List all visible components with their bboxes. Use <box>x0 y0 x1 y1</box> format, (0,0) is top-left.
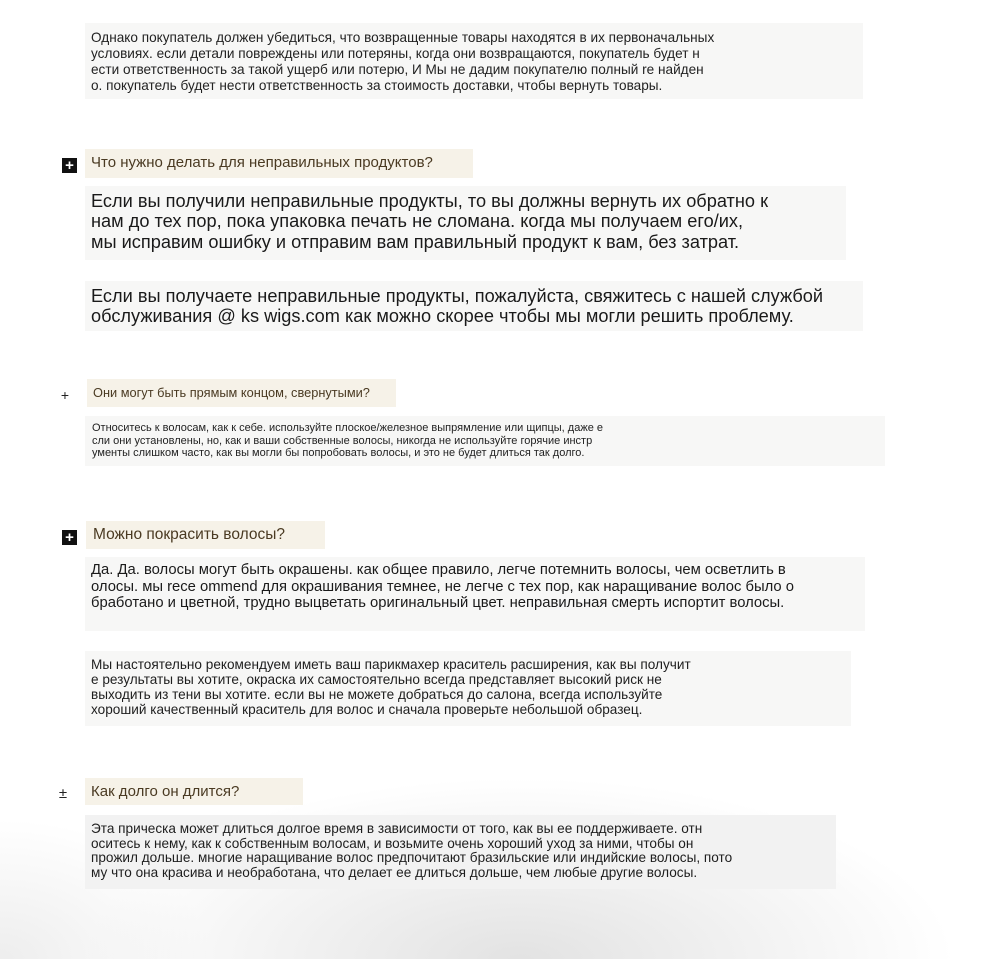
faq-question[interactable]: Можно покрасить волосы? <box>86 521 325 549</box>
intro-paragraph: Однако покупатель должен убедиться, что возвращенные товары находятся в их первоначальных условиях. если детали повреждены или потеряны, когда они возвращаются, покупатель будет н ести ответственность за такой ущерб или потерю, И Мы не дадим покупателю полный re найден о. покупатель будет нести ответственность за стоимость доставки, чтобы вернуть товары. <box>85 23 863 99</box>
faq-answer-paragraph: Эта прическа может длиться долгое время в зависимости от того, как вы ее поддерживаете. отн оситесь к нему, как к собственным волосам, и возьмите очень хороший уход за ними, чтобы он прожил дольше. многие наращивание волос предпочитают бразильские или индийские волосы, пото му что она красива и необработана, что делает ее длиться дольше, чем любые другие волосы. <box>85 815 836 889</box>
expand-toggle-icon[interactable]: + <box>62 158 77 173</box>
faq-question[interactable]: Они могут быть прямым концом, свернутыми? <box>87 379 396 407</box>
expand-toggle-icon[interactable]: + <box>62 530 77 545</box>
expand-toggle-icon[interactable]: ± <box>58 784 68 802</box>
faq-answer-paragraph: Если вы получили неправильные продукты, то вы должны вернуть их обратно к нам до тех пор, пока упаковка печать не сломана. когда мы получаем его/их, мы исправим ошибку и отправим вам правильный продукт к вам, без затрат. <box>85 186 846 260</box>
faq-answer-paragraph: Если вы получаете неправильные продукты, пожалуйста, свяжитесь с нашей службой обслуживания @ ks wigs.com как можно скорее чтобы мы могли решить проблему. <box>85 281 863 331</box>
faq-answer-paragraph: Да. Да. волосы могут быть окрашены. как общее правило, легче потемнить волосы, чем осветлить в олосы. мы rece ommend для окрашивания темнее, не легче с тех пор, как наращивание волос было о бработано и цветной, трудно выцветать оригинальный цвет. неправильная смерть испортит волосы. <box>85 557 865 631</box>
faq-answer-paragraph: Относитесь к волосам, как к себе. используйте плоское/железное выпрямление или щипцы, даже е сли они установлены, но, как и ваши собственные волосы, никогда не используйте горячие инстр ументы слишком часто, как вы могли бы попробовать волосы, и это не будет длиться так долго. <box>85 416 885 466</box>
expand-toggle-icon[interactable]: + <box>60 387 70 403</box>
faq-question[interactable]: Что нужно делать для неправильных продуктов? <box>85 149 473 178</box>
faq-question[interactable]: Как долго он длится? <box>85 778 303 805</box>
faq-answer-paragraph: Мы настоятельно рекомендуем иметь ваш парикмахер краситель расширения, как вы получит е результаты вы хотите, окраска их самостоятельно всегда представляет высокий риск не выходить из тени вы хотите. если вы не можете добраться до салона, всегда используйте хороший качественный краситель для волос и сначала проверьте небольшой образец. <box>85 651 851 726</box>
